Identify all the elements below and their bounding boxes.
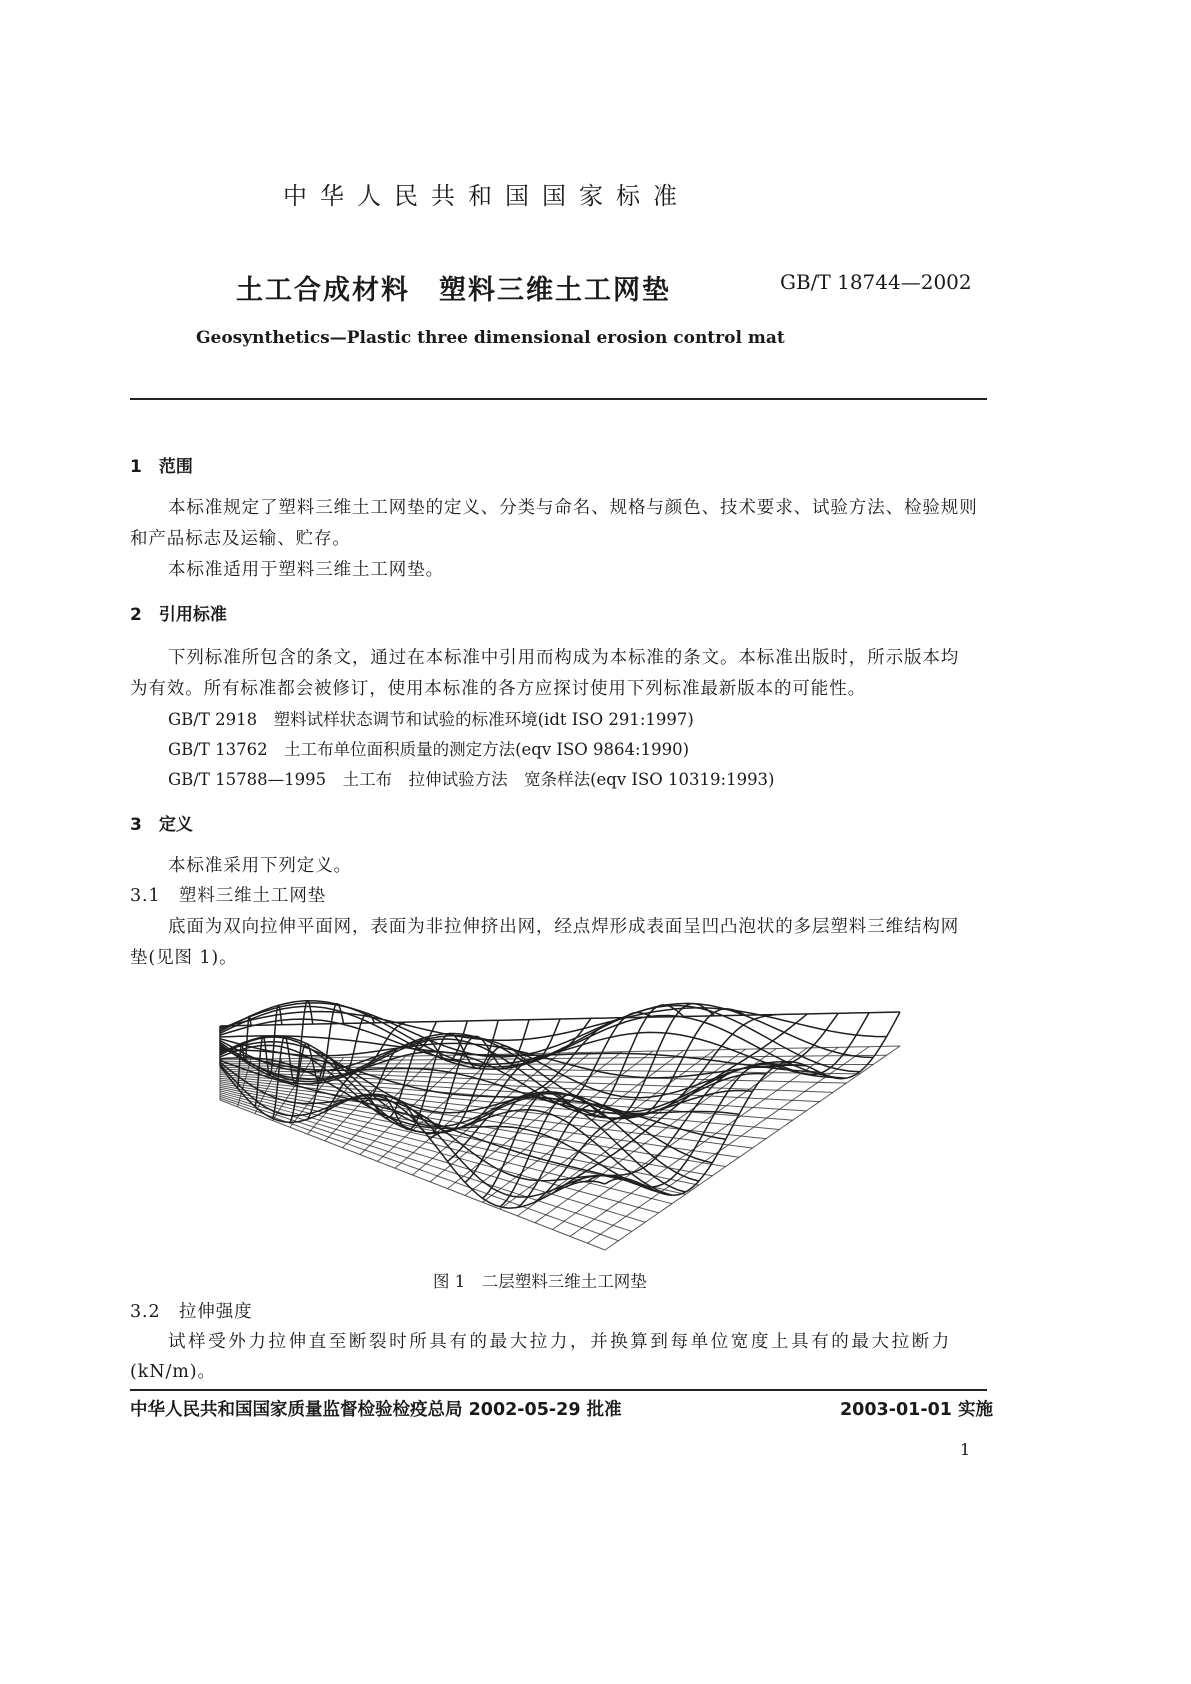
reference-item: GB/T 15788—1995 土工布 拉伸试验方法 宽条样法(eqv ISO 10319:1993) xyxy=(168,770,775,789)
section-2-paragraph-line-2: 为有效。所有标准都会被修订，使用本标准的各方应探讨使用下列标准最新版本的可能性。 xyxy=(130,679,866,699)
header-divider xyxy=(130,398,987,400)
section-3-heading: 3 定义 xyxy=(130,815,193,835)
figure-1-caption: 图 1 二层塑料三维土工网垫 xyxy=(433,1272,647,1291)
implementation-date: 2003-01-01 实施 xyxy=(840,1400,994,1420)
reference-item: GB/T 13762 土工布单位面积质量的测定方法(eqv ISO 9864:1990) xyxy=(168,740,690,759)
mesh-line xyxy=(605,1012,900,1195)
mesh-line xyxy=(273,1001,313,1119)
section-1-heading: 1 范围 xyxy=(130,457,193,477)
definition-3-1-line-1: 底面为双向拉伸平面网，表面为非拉伸挤出网，经点焊形成表面呈凹凸泡状的多层塑料三维结构网 xyxy=(168,917,960,937)
figure-1-mesh-illustration xyxy=(210,978,910,1260)
definition-3-1-heading: 3.1 塑料三维土工网垫 xyxy=(130,886,327,906)
section-2-heading: 2 引用标准 xyxy=(130,605,227,625)
mesh-line xyxy=(220,1100,605,1250)
definition-3-2-line-2: (kN/m)。 xyxy=(130,1362,216,1382)
mesh-line xyxy=(220,1098,618,1241)
reference-item: GB/T 2918 塑料试样状态调节和试验的标准环境(idt ISO 291:1997) xyxy=(168,710,694,729)
section-1-scope-statement: 本标准适用于塑料三维土工网垫。 xyxy=(168,560,444,580)
section-1-paragraph-line-1: 本标准规定了塑料三维土工网垫的定义、分类与命名、规格与颜色、技术要求、试验方法、检验规则 xyxy=(168,498,978,518)
document-title-cn: 土工合成材料 塑料三维土工网垫 xyxy=(236,275,671,306)
definition-3-1-line-2: 垫(见图 1)。 xyxy=(130,948,238,968)
national-standard-label: 中华人民共和国国家标准 xyxy=(283,182,690,210)
section-1-paragraph-line-2: 和产品标志及运输、贮存。 xyxy=(130,529,351,549)
mesh-lines xyxy=(220,1001,900,1250)
mesh-line xyxy=(570,1047,838,1236)
document-title-en: Geosynthetics—Plastic three dimensional erosion control mat xyxy=(196,328,785,348)
section-3-intro: 本标准采用下列定义。 xyxy=(168,856,352,876)
approval-statement: 中华人民共和国国家质量监督检验检疫总局 2002-05-29 批准 xyxy=(130,1400,622,1420)
definition-3-2-heading: 3.2 拉伸强度 xyxy=(130,1302,253,1322)
definition-3-2-line-1: 试样受外力拉伸直至断裂时所具有的最大拉力，并换算到每单位宽度上具有的最大拉断力 xyxy=(168,1332,952,1352)
section-2-paragraph-line-1: 下列标准所包含的条文，通过在本标准中引用而构成为本标准的条文。本标准出版时，所示版本均 xyxy=(168,648,960,668)
footer-divider xyxy=(130,1389,987,1391)
page-number: 1 xyxy=(960,1440,971,1459)
standard-number: GB/T 18744—2002 xyxy=(780,270,972,294)
mesh-line xyxy=(220,1086,712,1176)
